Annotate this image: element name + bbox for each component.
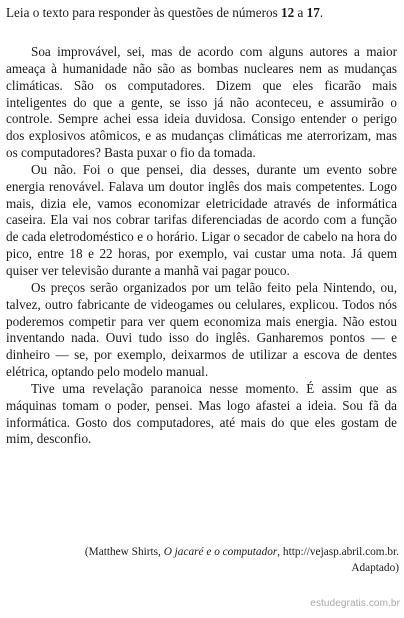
question-instruction: [6, 5, 397, 21]
instruction-connector: a: [294, 5, 307, 20]
question-range-start: 12: [281, 5, 295, 20]
instruction-suffix: .: [319, 5, 324, 20]
instruction-prefix: Leia o texto para responder às questões de números: [6, 5, 282, 20]
paragraph-1: Soa improvável, sei, mas de acordo com alguns autores a maior ameaça à humanidade não são as bombas nucleares nem as mudanças climáticas. São os computadores. Dizem que eles ficarão mais inteligentes do que a gente, se isso já não aconteceu, e assumirão o controle. Sempre achei essa ideia duvidosa. Consigo entender o perigo dos explosivos atômicos, e as mudanças climáticas me aterrorizam, mas os computadores? Basta puxar o fio da tomada.: [6, 44, 397, 161]
site-watermark: estudegratis.com.br: [310, 598, 400, 609]
paragraph-2: Ou não. Foi o que pensei, dia desses, durante um evento sobre energia renovável. Falava um doutor inglês dos mais competentes. Logo mais, dizia ele, vamos economizar eletricidade através de informática caseira. Ela vai nos cobrar tarifas diferenciadas de acordo com a função de cada eletrodoméstico e o horário. Ligar o secador de cabelo na hora do pico, entre 18 e 22 horas, por exemplo, vai custar uma nota. Já quem quiser ver televisão durante a manhã vai pagar pouco.: [6, 161, 397, 278]
citation-source: , http://vejasp.abril.com.br.: [277, 546, 399, 558]
paragraph-4: Tive uma revelação paranoica nesse momento. É assim que as máquinas tomam o poder, pensei. Mas logo afastei a ideia. Sou fã da informática. Gosto dos computadores, até mais do que eles gostam de mim, desconfio.: [6, 380, 397, 447]
question-range-end: 17: [306, 5, 320, 20]
citation-title: O jacaré e o computador: [163, 546, 278, 558]
citation-note: Adaptado): [351, 561, 399, 574]
source-citation: [6, 545, 399, 576]
article-text: [6, 44, 397, 448]
paragraph-3: Os preços serão organizados por um telão feito pela Nintendo, ou, talvez, outro fabricante de videogames ou celulares, explicou. Todos nós poderemos competir para ver quem economiza mais energia. Não estou inventando nada. Ouvi tudo isso do inglês. Ganharemos pontos — e dinheiro — se, por exemplo, deixarmos de utilizar a escova de dentes elétrica, optando pelo modelo manual.: [6, 279, 397, 380]
citation-line-1: [6, 545, 399, 561]
citation-author: (Matthew Shirts,: [84, 546, 164, 558]
